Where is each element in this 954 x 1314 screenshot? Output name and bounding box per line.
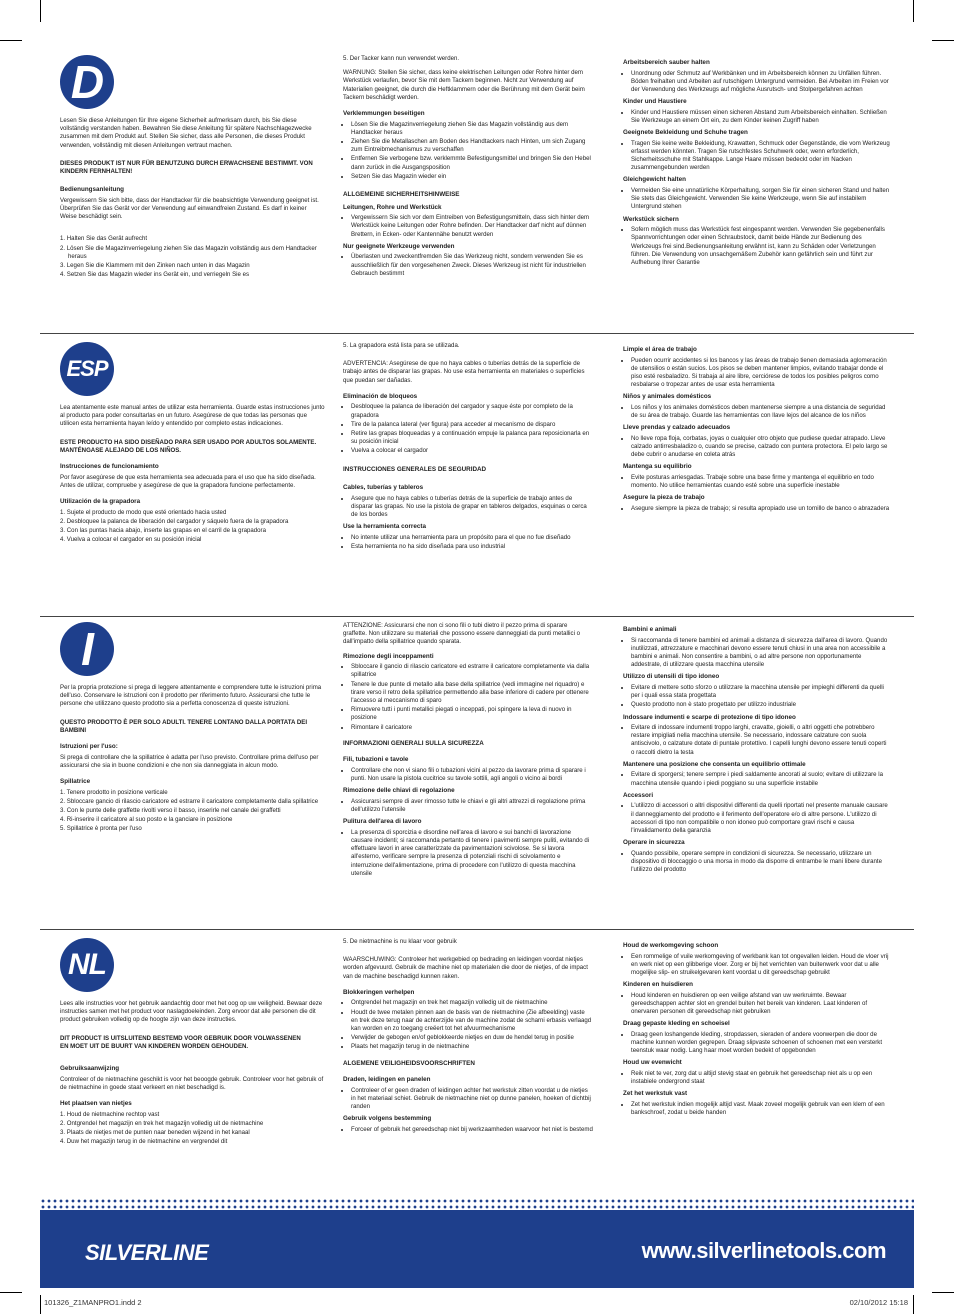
bullet-list: [343, 1087, 593, 1112]
steps-list: [60, 789, 325, 834]
column-3: [623, 938, 891, 1119]
list-item: 5. Spillatrice è pronta per l'uso: [60, 825, 142, 833]
list-item: • Een rommelige of vuile werkomgeving of werkbank kan tot ongevallen leiden. Houd de vloer vrij en werk niet op een glibberige vloer. Zorg er bij het verrichten van buitenwerk voor dat u alle mogelijke slip- en struikelgevaren kent voordat u dit gereedschap gebruikt: [631, 953, 891, 978]
bullet-list: [623, 771, 891, 787]
language-badge: I: [60, 622, 114, 676]
body-text: 5. La grapadora está lista para se utilizada.: [343, 342, 460, 349]
bullet-list: [623, 992, 891, 1017]
list-item: • Retire las grapas bloqueadas y a continuación empuje la palanca para reposicionarla en su posición inicial: [351, 430, 593, 446]
list-item: 1. Tenere prodotto in posizione verticale: [60, 788, 168, 796]
column-3: [623, 55, 891, 269]
subsection-heading: Asegure la pieza de trabajo: [623, 494, 705, 502]
bullet-list: [343, 495, 593, 520]
list-item: • Sbloccare il gancio di rilascio caricatore ed estrarre il caricatore completamente via dalla spillatrice: [351, 663, 593, 679]
list-item: • Si raccomanda di tenere bambini ed animali a distanza di sicurezza dall'area di lavoro. Quando inutilizzati, attrezzature e macchinari devono essere tenuti chiusi in una area non accessibile a bambini e animali. Non consentire a bambini, o ad altre persone non opportunamente addestrate, di utilizzare questa macchina utensile: [631, 637, 891, 670]
body-text: Controleer of de nietmachine geschikt is voor het beoogde gebruik. Controleer voor het gebruik of de nietmachine in goede staat verkeert en niet beschadigd is.: [60, 1075, 324, 1091]
list-item: • Rimontare il caricatore: [351, 724, 593, 732]
bullet-list: [623, 187, 891, 212]
list-item: • Vergewissern Sie sich vor dem Eintreiben von Befestigungsmitteln, dass sich hinter dem Werkstück keine Leitungen oder Rohre befinden. Der Handtacker darf nicht auf dünnen Brettern, in Ecken- oder Kantennähe benutzt werden: [351, 214, 593, 239]
subsection-heading: Rimozione delle chiavi di regolazione: [343, 787, 455, 795]
list-item: 4. Duw het magazijn terug in de nietmachine en vergrendel dit: [60, 1138, 228, 1146]
subsection-heading: Indossare indumenti e scarpe di protezione di tipo idoneo: [623, 713, 796, 721]
list-item: • Los niños y los animales domésticos deben mantenerse siempre a una distancia de seguridad de su área de trabajo. Guarde las herramientas con llave lejos del alcance de los niños: [631, 404, 891, 420]
language-badge: ESP: [60, 342, 114, 396]
crop-mark: [40, 0, 41, 22]
list-item: • Asegure siempre la pieza de trabajo; si resulta apropiado use un tornillo de banco o abrazadera: [631, 505, 891, 513]
section-heading: Blokkeringen verhelpen: [343, 988, 415, 996]
subsection-heading: Kinderen en huisdieren: [623, 981, 693, 989]
subsection-heading: Lleve prendas y calzado adecuados: [623, 424, 731, 432]
bullet-list: [343, 121, 593, 182]
list-item: • Evite posturas arriesgadas. Trabaje sobre una base firme y mantenga el equilibrio en todo momento. No utilice herramientas cuando esté sobre una superficie inestable: [631, 474, 891, 490]
column-2: [343, 55, 593, 280]
list-item: • Tire de la palanca lateral (ver figura) para acceder al mecanismo de disparo: [351, 421, 593, 429]
silverline-logo: SILVERLINE: [85, 1240, 209, 1265]
list-item: • Verwijder de gebogen en/of geblokkeerde nietjes en duw de hendel terug in positie: [351, 1034, 593, 1042]
list-item: • Ontgrendel het magazijn en trek het magazijn volledig uit de nietmachine: [351, 999, 593, 1007]
bullet-list: [623, 684, 891, 710]
list-item: • Setzen Sie das Magazin wieder ein: [351, 173, 593, 181]
bullet-list: [623, 802, 891, 835]
list-item: • Draag geen loshangende kleding, stropdassen, sieraden of andere voorwerpen die door de machine kunnen worden gegrepen. Draag slipvaste schoenen of schoenen met een versterkt teenstuk waar nodig. Lang haar moet worden bedekt of opgebonden: [631, 1031, 891, 1056]
list-item: • Controleer of er geen draden of leidingen achter het werkstuk zitten voordat u de nietjes in het materiaal schiet. Gebruik de nietmachine niet op dunne panelen, hoeken of dichtbij randen: [351, 1087, 593, 1112]
intro-text: Per la propria protezione si prega di leggere attentamente e comprendere tutte le istruzioni prima dell'uso. Conservare le istruzioni con il prodotto per riferimento futuro. Assicurarsi che tutte le persone che utilizzano questo prodotto sia a perfetta conoscenza di queste istruzioni.: [60, 684, 322, 708]
section-heading: Rimozione degli inceppamenti: [343, 652, 434, 660]
body-text: 5. Der Tacker kann nun verwendet werden.: [343, 55, 460, 62]
print-date: 02/10/2012 15:18: [849, 1298, 908, 1307]
bullet-list: [343, 767, 593, 783]
language-badge: D: [60, 55, 114, 109]
subsection-heading: Cables, tuberías y tableros: [343, 484, 424, 492]
subsection-heading: Arbeitsbereich sauber halten: [623, 59, 710, 66]
bullet-list: [343, 534, 593, 551]
list-item: 3. Legen Sie die Klammern mit den Zinken nach unten in das Magazin: [60, 262, 250, 270]
section-heading: Gebruiksaanwijzing: [60, 1065, 120, 1073]
warning-text: WAARSCHUWING: Controleer het werkgebied op bedrading en leidingen voordat nietjes worden afgevuurd. Gebruik de machine niet op materialen die door de nietjes, of de impact van de machine beschadigd kunnen raken.: [343, 956, 588, 980]
crop-mark: [913, 1295, 914, 1314]
list-item: 3. Con le punte delle graffette rivolti verso il basso, inserirle nel canale dei graffetti: [60, 806, 281, 814]
section-heading: Het plaatsen van nietjes: [60, 1100, 132, 1108]
subsection-heading: Kinder und Haustiere: [623, 98, 687, 106]
section-heading: INSTRUCCIONES GENERALES DE SEGURIDAD: [343, 465, 487, 473]
list-item: • Quando possibile, operare sempre in condizioni di sicurezza. Se necessario, utilizzare un dispositivo di bloccaggio o una morsa in modo da disporre di entrambe le mani libere durante l'utilizzo del prodotto: [631, 850, 891, 875]
list-item: • Evitare di indossare indumenti troppo larghi, cravatte, gioielli, o altri oggetti che potrebbero restare impigliati nella macchina utensile. Se necessario, indossare calzature con suola antiscivolo, o calzature dotate di puntale protettivo. I capelli lunghi devono essere tenuti coperti o raccolti dietro la testa: [631, 724, 891, 757]
list-item: • Rimuovere tutti i punti metallici piegati o inceppati, poi spingere la leva di nuovo in posizione: [351, 706, 593, 722]
list-item: • Zet het werkstuk indien mogelijk altijd vast. Maak zoveel mogelijk gebruik van een klem of een bankschroef, zodat u beide handen: [631, 1101, 891, 1117]
column-2: [343, 622, 593, 880]
column-3: [623, 622, 891, 876]
list-item: • Vuelva a colocar el cargador: [351, 447, 593, 455]
column-1: [60, 938, 325, 1150]
list-item: 3. Plaats de nietjes met de punten naar beneden wijzend in het kanaal: [60, 1128, 250, 1136]
list-item: • Plaats het magazijn terug in de nietmachine: [351, 1043, 593, 1051]
bullet-list: [623, 637, 891, 670]
section-heading: Instrucciones de funcionamiento: [60, 463, 159, 471]
bullet-list: [623, 404, 891, 420]
adult-warning: DIESES PRODUKT IST NUR FÜR BENUTZUNG DURCH ERWACHSENE BESTIMMT. VON KINDERN FERNHALTEN!: [60, 159, 313, 176]
subsection-heading: Geeignete Bekleidung und Schuhe tragen: [623, 129, 748, 137]
list-item: 2. Ontgrendel het magazijn en trek het magazijn volledig uit de nietmachine: [60, 1119, 264, 1127]
list-item: • Entfernen Sie verbogene bzw. verklemmte Befestigungsmittel und bringen Sie den Hebel dann zurück in die Ausgangsposition: [351, 155, 593, 171]
list-item: • Pueden ocurrir accidentes si los bancos y las áreas de trabajo tienen demasiada aglomeración de utensilios o están sucios. Los pisos se deben mantener limpios, evitando trabajar donde el piso esté resbaladizo. Si trabaja al aire libre, cerciórese de todos los posibles peligros como resbalarse o tropezar antes de usar esta herramienta: [631, 357, 891, 390]
subsection-heading: Use la herramienta correcta: [343, 523, 426, 531]
column-2: [343, 938, 593, 1136]
bullet-list: [343, 1126, 593, 1134]
subsection-heading: Leitungen, Rohre und Werkstück: [343, 203, 442, 211]
warning-text: ADVERTENCIA: Asegúrese de que no haya cables o tuberías detrás de la superficie de trabajo antes de disparar las grapas. No use esta herramienta en materiales o superficies que puedan ser dañadas.: [343, 360, 585, 384]
list-item: 2. Desbloquee la palanca de liberación del cargador y sáquelo fuera de la grapadora: [60, 517, 289, 525]
list-item: • Sofern möglich muss das Werkstück fest eingespannt werden. Verwenden Sie gegebenenfalls Spannvorrichtungen oder einen Schraubstock, damit beide Hände zur Bedienung des Werkzeugs frei sind.Bedienungsanleitung erwähnt ist, kann zu Schäden oder Verletzungen führen. Die Verwendung von unsachgemäßem Zubehör kann gefährlich sein und führt zur Aufhebung Ihrer Garantie: [631, 226, 891, 267]
file-name: 101326_Z1MANPRO1.indd 2: [44, 1298, 142, 1307]
section-heading: INFORMAZIONI GENERALI SULLA SICUREZZA: [343, 739, 484, 747]
list-item: • Desbloquee la palanca de liberación del cargador y saque éste por completo de la grapadora: [351, 403, 593, 419]
subsection-heading: Mantenga su equilibrio: [623, 463, 692, 471]
list-item: 1. Sujete el producto de modo que esté orientado hacia usted: [60, 508, 227, 516]
subsection-heading: Pulitura dell'area di lavoro: [343, 818, 422, 826]
list-item: • Unordnung oder Schmutz auf Werkbänken und im Arbeitsbereich können zu Unfällen führen. Böden freihalten und Arbeiten auf rutschigem Untergrund vermeiden. Bei Arbeiten im Freien vor der Verwendung des Werkzeugs auf mögliche Ausrutsch- und Stolpergefahren achten: [631, 70, 891, 95]
subsection-heading: Houd de werkomgeving schoon: [623, 942, 719, 949]
list-item: • Vermeiden Sie eine unnatürliche Körperhaltung, sorgen Sie für einen sicheren Stand und halten Sie stets das Gleichgewicht. Verwenden Sie keine Werkzeuge, wenn Sie auf instabilem Untergrund stehen: [631, 187, 891, 212]
subsection-heading: Utilizzo di utensili di tipo idoneo: [623, 673, 720, 681]
list-item: • Lösen Sie die Magazinverriegelung ziehen Sie das Magazin vollständig aus dem Handtacker heraus: [351, 121, 593, 137]
list-item: • Reik niet te ver, zorg dat u altijd stevig staat en gebruik het gereedschap niet als u op een instabiele ondergrond staat: [631, 1070, 891, 1086]
steps-list: [60, 509, 325, 545]
body-text: Vergewissern Sie sich bitte, dass der Handtacker für die beabsichtigte Verwendung geeignet ist. Überprüfen Sie das Gerät vor der Verwendung auf einwandfreien Zustand. Es darf in keiner Weise beschädigt sein.: [60, 196, 319, 221]
adult-warning: EN MOET UIT DE BUURT VAN KINDEREN WORDEN GEHOUDEN.: [60, 1042, 249, 1050]
section-heading: Utilización de la grapadora: [60, 498, 141, 506]
bullet-list: [623, 70, 891, 95]
section-divider: [40, 333, 914, 334]
subsection-heading: Draden, leidingen en panelen: [343, 1076, 431, 1084]
list-item: • L'utilizzo di accessori o altri dispositivi differenti da quelli riportati nel presente manuale causare il danneggiamento del prodotto e il ferimento dell'operatore e/o di altre persone. L'utilizzo di accessori di tipo non compatibile o non idoneo può comportare gravi rischi e causa l'invalidamento della garanzia: [631, 802, 891, 835]
bullet-list: [343, 829, 593, 878]
list-item: • No intente utilizar una herramienta para un propósito para el que no fue diseñado: [351, 534, 593, 542]
list-item: 4. Setzen Sie das Magazin wieder ins Gerät ein, und verriegeln Sie es: [60, 271, 250, 279]
body-text: Por favor asegúrese de que esta herramienta sea adecuada para el uso que ha sido diseñada. Antes de utilizar, compruebe y asegúrese de que la grapadora funcione perfectamente.: [60, 473, 316, 489]
section-divider: [40, 616, 914, 617]
list-item: • Forceer of gebruik het gereedschap niet bij werkzaamheden waarvoor het niet is bestemd: [351, 1126, 593, 1134]
list-item: • Houd kinderen en huisdieren op een veilige afstand van uw werkruimte. Bewaar gereedschappen achter slot en grendel buiten het bereik van kinderen. Laat kinderen of onervaren personen dit gereedschap niet gebruiken: [631, 992, 891, 1017]
brand-footer: [40, 1210, 914, 1288]
bullet-list: [623, 435, 891, 460]
intro-text: Lees alle instructies voor het gebruik aandachtig door met het oog op uw veiligheid. Bewaar deze instructies samen met het product voor naslagdoeleinden. Zorg ervoor dat alle personen die dit product gebruiken volledig op de hoogte zijn van deze instructies.: [60, 1000, 323, 1024]
list-item: • Evitare di sporgersi; tenere sempre i piedi saldamente ancorati al suolo; evitare di utilizzare la macchina utensile quando i piedi poggiano su una superficie instabile: [631, 771, 891, 787]
subsection-heading: Werkstück sichern: [623, 215, 679, 223]
section-heading: Verklemmungen beseitigen: [343, 110, 425, 118]
list-item: 4. Vuelva a colocar el cargador en su posición inicial: [60, 536, 202, 544]
subsection-heading: Zet het werkstuk vast: [623, 1090, 688, 1098]
bullet-list: [623, 1070, 891, 1086]
bullet-list: [623, 109, 891, 125]
intro-text: Lea atentamente este manual antes de utilizar esta herramienta. Guarde estas instrucciones junto al producto para poder consultarlas en un futuro. Asegúrese de que todas las personas que utilicen esta herramienta hayan leído y entendido por completo estas indicaciones.: [60, 404, 325, 428]
list-item: • Esta herramienta no ha sido diseñada para uso industrial: [351, 543, 593, 551]
list-item: • Asegure que no haya cables o tuberías detrás de la superficie de trabajo antes de disparar las grapas. No use la pistola de grapar en tableros delgados, esquinas o cerca de los bordes: [351, 495, 593, 520]
body-text: 5. De nietmachine is nu klaar voor gebruik: [343, 938, 457, 945]
subsection-heading: Draag gepaste kleding en schoeisel: [623, 1020, 730, 1028]
adult-warning: QUESTO PRODOTTO È PER SOLO ADULTI. TENERE LONTANO DALLA PORTATA DEI BAMBINI: [60, 718, 308, 734]
column-1: [60, 622, 325, 838]
list-item: • Questo prodotto non è stato progettato per utilizzo industriale: [631, 701, 891, 709]
bullet-list: [623, 226, 891, 267]
bullet-list: [623, 724, 891, 757]
subsection-heading: Gleichgewicht halten: [623, 176, 686, 184]
bullet-list: [623, 357, 891, 390]
body-text: Si prega di controllare che la spillatrice è adatta per l'uso previsto. Controllare prima dell'uso per assicurarsi che sia in buone condizioni e che non sia danneggiata in alcun modo.: [60, 753, 319, 769]
subsection-heading: Nur geeignete Werkzeuge verwenden: [343, 242, 455, 250]
subsection-heading: Gebruik volgens bestemming: [343, 1115, 432, 1123]
list-item: • Assicurarsi sempre di aver rimosso tutte le chiavi e gli altri attrezzi di regolazione prima dell'utilizzo l'utensile: [351, 798, 593, 814]
list-item: 3. Con las puntas hacia abajo, inserte las grapas en el carril de la grapadora: [60, 526, 266, 534]
list-item: • Ziehen Sie die Metallaschen am Boden des Handtackers nach Hinten, um sich Zugang zum Eintreibmechanismus zu verschaffen: [351, 138, 593, 154]
section-heading: ALGEMENE VEILIGHEIDSVOORSCHRIFTEN: [343, 1059, 475, 1067]
language-badge: NL: [60, 938, 114, 992]
list-item: 2. Sbloccare gancio di rilascio caricatore ed estrarre il caricatore completamente dalla spillatrice: [60, 797, 319, 805]
section-heading: Spillatrice: [60, 778, 91, 786]
adult-warning: ESTE PRODUCTO HA SIDO DISEÑADO PARA SER USADO POR ADULTOS SOLAMENTE. MANTÉNGASE ALEJADO DE LOS NIÑOS.: [60, 438, 317, 454]
section-heading: ALLGEMEINE SICHERHEITSHINWEISE: [343, 191, 460, 199]
crop-mark: [932, 40, 954, 41]
adult-warning: DIT PRODUCT IS UITSLUITEND BESTEMD VOOR GEBRUIK DOOR VOLWASSENEN: [60, 1034, 301, 1042]
list-item: • No lleve ropa floja, corbatas, joyas o cualquier otro objeto que pudiese quedar atrapado. Lleve calzado antirresbaladizo o, cuando se precise, calzado con puntera protectora. El pelo largo se debe cubrir o anudarse en coleta atrás: [631, 435, 891, 460]
crop-mark: [40, 1295, 41, 1314]
steps-list: [60, 235, 325, 279]
section-heading: Eliminación de bloqueos: [343, 392, 418, 400]
column-3: [623, 342, 891, 515]
steps-list: [60, 1111, 325, 1147]
crop-mark: [0, 40, 22, 41]
crop-mark: [913, 0, 914, 22]
intro-text: Lesen Sie diese Anleitungen für Ihre eigene Sicherheit aufmerksam durch, bis Sie diese vollständig verstanden haben. Bewahren Sie diese Anleitung für spätere Nachschlagezwecke zusammen mit dem Produkt auf. Stellen Sie sicher, dass alle Personen, die dieses Produkt verwenden, vollständig mit diesen Anleitungen vertraut machen.: [60, 117, 312, 149]
subsection-heading: Niños y animales domésticos: [623, 393, 712, 401]
column-2: [343, 342, 593, 553]
section-heading: Bedienungsanleitung: [60, 186, 125, 194]
crop-mark: [932, 1292, 954, 1293]
subsection-heading: Accessori: [623, 791, 654, 799]
list-item: • Kinder und Haustiere müssen einen sicheren Abstand zum Arbeitsbereich einhalten. Schließen Sie Werkzeuge an einem Ort ein, zu dem Kinder keinen Zugriff haben: [631, 109, 891, 125]
section-heading: Istruzioni per l'uso:: [60, 743, 118, 751]
bullet-list: [623, 1101, 891, 1117]
list-item: 1. Halten Sie das Gerät aufrecht: [60, 235, 148, 243]
website-url[interactable]: www.silverlinetools.com: [641, 1238, 886, 1263]
subsection-heading: Bambini e animali: [623, 626, 677, 633]
list-item: • Controllare che non vi siano fili o tubazioni vicini al pezzo da lavorare prima di sparare i punti. Non usare la pistola cucitrice su tavole sottili, agli angoli o vicino ai bordi: [351, 767, 593, 783]
list-item: • Tenere le due punte di metallo alla base della spillatrice (vedi immagine nel riquadro) e tirare verso il retro della spillatrice permettendo alla base inferiore di cadere per ottenere l'accesso al meccanismo di sparo: [351, 681, 593, 706]
list-item: 2. Lösen Sie die Magazinverriegelung ziehen Sie das Magazin vollständig aus dem Handtacker heraus: [60, 244, 317, 260]
column-1: [60, 55, 325, 284]
subsection-heading: Operare in sicurezza: [623, 839, 685, 847]
warning-text: WARNUNG: Stellen Sie sicher, dass keine elektrischen Leitungen oder Rohre hinter dem Werkstück verlaufen, bevor Sie mit dem Tackern beginnen. Nicht zur Verwendung auf Materialien geeignet, die durch die Heftklammern oder die Berührung mit dem Gerät beim Tackern beschädigt werden.: [343, 69, 585, 101]
bullet-list: [343, 999, 593, 1051]
list-item: • Tragen Sie keine weite Bekleidung, Krawatten, Schmuck oder Gegenstände, die vom Werkzeug erfasst werden könnten. Tragen Sie rutschfestes Schuhwerk oder, wenn erforderlich, Sicherheitsschuhe mit Stahlkappe. Lange Haare müssen bedeckt oder im Nacken zusammengebunden werden: [631, 140, 891, 173]
bullet-list: [343, 798, 593, 814]
bullet-list: [343, 214, 593, 239]
subsection-heading: Fili, tubazioni e tavole: [343, 756, 409, 764]
bullet-list: [343, 403, 593, 455]
bullet-list: [343, 663, 593, 732]
list-item: • Evitare di mettere sotto sforzo o utilizzare la macchina utensile per impieghi differenti da quelli per i quali essa stata progettata: [631, 684, 891, 700]
list-item: • Houdt de twee metalen pinnen aan de basis van de nietmachine (Zie afbeelding) vaste en trek deze terug naar de achterzijde van de machine zodat de scharni erbasis verlaagd kan worden en zo toegang creëert tot het afvuurmechanisme: [351, 1009, 593, 1034]
bullet-list: [623, 953, 891, 978]
bullet-list: [623, 505, 891, 513]
crop-mark: [0, 1292, 22, 1293]
list-item: 1. Houd de nietmachine rechtop vast: [60, 1110, 160, 1118]
column-1: [60, 342, 325, 548]
warning-text: ATTENZIONE: Assicurarsi che non ci sono fili o tubi dietro il pezzo prima di sparare graffette. Non utilizzare su materiali che possono essere danneggiati da punti metallici o dall'impatto della spillatrice quando sparata.: [343, 622, 581, 646]
bullet-list: [623, 1031, 891, 1056]
subsection-heading: Mantenere una posizione che consenta un equilibrio ottimale: [623, 760, 806, 768]
bullet-list: [343, 253, 593, 278]
bullet-list: [623, 850, 891, 875]
list-item: • Überlasten und zweckentfremden Sie das Werkzeug nicht, sondern verwenden Sie es ausschließlich für den vorgesehenen Zweck. Dieses Werkzeug ist nicht für industriellen Gebrauch bestimmt: [351, 253, 593, 278]
section-divider: [40, 929, 914, 930]
list-item: 4. Ri-inserire il caricatore al suo posto e la ganciare in posizione: [60, 816, 233, 824]
subsection-heading: Houd uw evenwicht: [623, 1059, 682, 1067]
list-item: • La presenza di sporcizia e disordine nell'area di lavoro e sui banchi di lavorazione causare incidenti; si raccomanda pertanto di tenere i pavimenti sempre puliti, evitando di effettuare lavori in aree caratterizzate da pavimentazioni scivolose. Se si lavora all'esterno, verificare sempre la presenza di potenziali rischi di scivolamento e interruzione dell'alimentazione, prima di procedere con l'utilizzo di questa macchina utensile: [351, 829, 593, 878]
bullet-list: [623, 140, 891, 173]
subsection-heading: Limpie el área de trabajo: [623, 346, 697, 353]
bullet-list: [623, 474, 891, 490]
